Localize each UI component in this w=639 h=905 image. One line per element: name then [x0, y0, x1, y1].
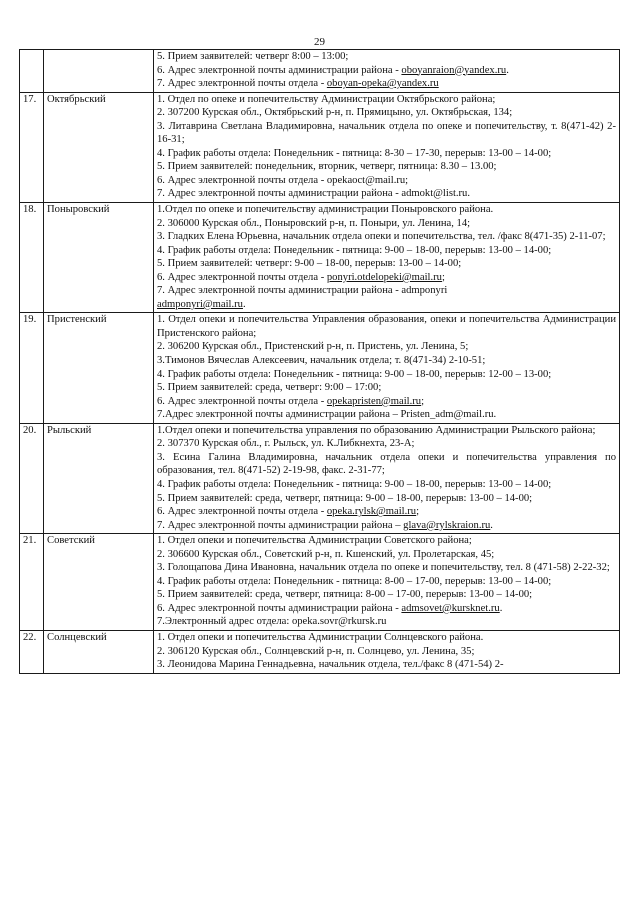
info-line-text: 1. Отдел опеки и попечительства Администрации Советского района; [157, 535, 472, 547]
info-line [157, 284, 616, 298]
table-row [20, 203, 620, 313]
info-line-text: 6. Адрес электронной почты отдела - [157, 271, 327, 283]
info-line [157, 519, 616, 533]
row-number: 18. [20, 203, 44, 313]
info-line [157, 271, 616, 285]
info-line [157, 354, 616, 368]
info-line-text: 5. Прием заявителей: среда, четверг: 9:00 – 17:00; [157, 382, 382, 394]
info-line-suffix: . [242, 298, 246, 310]
info-line [157, 187, 616, 201]
district-name [44, 50, 154, 93]
info-line-text: 3. Литаврина Светлана Владимировна, начальник отдела по опеке и попечительству, т. 8(471-42) 2-16-31; [157, 120, 616, 146]
info-line [157, 381, 616, 395]
info-line [157, 645, 616, 659]
info-line-text: 1. Отдел опеки и попечительства Управления образования, опеки и попечительства Администрации Пристенского района; [157, 314, 616, 339]
district-info [154, 534, 620, 631]
district-name: Пристенский [44, 313, 154, 423]
row-number: 19. [20, 313, 44, 423]
info-line-text: 5. Прием заявителей: четверг 8:00 – 13:00; [157, 51, 349, 62]
info-line [157, 478, 616, 492]
email-link[interactable]: opeka.rylsk@mail.ru [326, 506, 417, 518]
row-number: 20. [20, 423, 44, 533]
table-row [20, 423, 620, 533]
info-line [157, 615, 616, 629]
info-line [157, 492, 616, 506]
page-number: 29 [314, 36, 325, 48]
info-line [157, 505, 616, 519]
district-name: Рыльский [44, 423, 154, 533]
info-line-suffix: ; [416, 506, 420, 518]
info-line-text: 7. Адрес электронной почты администрации района - admponyri [157, 285, 448, 297]
district-info [154, 630, 620, 673]
info-line-text: 3.Тимонов Вячеслав Алексеевич, начальник отдела; т. 8(471-34) 2-10-51; [157, 355, 486, 367]
info-line [157, 298, 616, 312]
info-line-suffix: . [490, 519, 493, 531]
row-number: 22. [20, 630, 44, 673]
info-line-text: 4. График работы отдела: Понедельник - пятница: 8-30 – 17-30, перерыв: 13-00 – 14-00; [157, 147, 552, 159]
info-line-suffix: ; [421, 395, 425, 407]
info-line-text: 6. Адрес электронной почты администрации района - [157, 602, 402, 614]
info-line [157, 217, 616, 231]
info-line-suffix: ; [441, 271, 445, 283]
info-line-text: 5. Прием заявителей: понедельник, вторник, четверг, пятница: 8.30 – 13.00; [157, 161, 497, 173]
email-link[interactable]: admponyri@mail.ru [157, 298, 243, 310]
row-number: 17. [20, 92, 44, 202]
info-line [157, 658, 616, 672]
info-line [157, 424, 616, 438]
info-line [157, 395, 616, 409]
info-line-text: 3. Леонидова Марина Геннадьевна, начальник отдела, тел./факс 8 (471-54) 2- [157, 659, 504, 671]
info-line [157, 174, 616, 188]
info-line-text: 5. Прием заявителей: среда, четверг, пятница: 9-00 – 18-00, перерыв: 13-00 – 14-00; [157, 492, 533, 504]
email-link[interactable]: ponyri.otdelopeki@mail.ru [326, 271, 442, 283]
email-link[interactable]: glava@rylskraion.ru [403, 519, 491, 531]
info-line-text: 2. 306600 Курская обл., Советский р-н, п. Кшенский, ул. Пролетарская, 45; [157, 548, 495, 560]
info-line-text: 7. Адрес электронной почты отдела - [157, 78, 327, 90]
info-line-text: 5. Прием заявителей: среда, четверг, пятница: 8-00 – 17-00, перерыв: 13-00 – 14-00; [157, 589, 533, 601]
table-row [20, 92, 620, 202]
district-info [154, 203, 620, 313]
table-row [20, 50, 620, 93]
info-line [157, 548, 616, 562]
info-line [157, 160, 616, 174]
info-line-text: 3. Голощапова Дина Ивановна, начальник отдела по опеке и попечительству, тел. 8 (471-58) 2-22-32; [157, 562, 610, 574]
districts-table [19, 49, 620, 674]
info-line [157, 77, 616, 91]
email-link[interactable]: oboyanraion@yandex.ru [401, 64, 507, 76]
info-line-text: 5. Прием заявителей: четверг: 9-00 – 18-00, перерыв: 13-00 – 14-00; [157, 258, 462, 270]
districts-table-body [20, 50, 620, 674]
info-line-text: 7. Адрес электронной почты администрации района – [157, 519, 404, 531]
info-line [157, 561, 616, 575]
info-line-text: 2. 307200 Курская обл., Октябрьский р-н, п. Прямицыно, ул. Октябрьская, 134; [157, 107, 513, 119]
info-line-text: 1.Отдел по опеке и попечительству администрации Поныровского района. [157, 204, 494, 216]
info-line-suffix: . [499, 602, 503, 614]
info-line-suffix: . [506, 64, 509, 76]
info-line [157, 588, 616, 602]
info-line [157, 147, 616, 161]
info-line [157, 313, 616, 340]
info-line-text: 2. 307370 Курская обл., г. Рыльск, ул. К.Либкнехта, 23-А; [157, 438, 415, 450]
email-link[interactable]: admsovet@kursknet.ru [401, 602, 500, 614]
info-line-text: 6. Адрес электронной почты отдела - opekaoct@mail.ru; [157, 174, 409, 186]
table-row [20, 534, 620, 631]
info-line [157, 368, 616, 382]
info-line [157, 120, 616, 147]
info-line [157, 602, 616, 616]
info-line [157, 631, 616, 645]
district-info [154, 313, 620, 423]
district-name: Поныровский [44, 203, 154, 313]
table-row [20, 630, 620, 673]
info-line [157, 340, 616, 354]
info-line [157, 408, 616, 422]
info-line-text: 3. Есина Галина Владимировна, начальник отдела опеки и попечительства управления по образования, тел. 8(471-52) 2-19-98, факс. 2-31-77; [157, 451, 616, 477]
info-line-text: 7.Адрес электронной почты администрации района – Pristen_adm@mail.ru. [157, 409, 497, 421]
info-line-text: 3. Гладких Елена Юрьевна, начальник отдела опеки и попечительства, тел. /факс 8(471-35) 2-11-07; [157, 231, 606, 243]
info-line-text: 2. 306000 Курская обл., Поныровский р-н, п. Поныри, ул. Ленина, 14; [157, 217, 471, 229]
info-line-text: 1.Отдел опеки и попечительства управления по образованию Администрации Рыльского района; [157, 424, 596, 436]
info-line [157, 451, 616, 478]
row-number: 21. [20, 534, 44, 631]
info-line-text: 2. 306120 Курская обл., Солнцевский р-н, п. Солнцево, ул. Ленина, 35; [157, 645, 475, 657]
district-info [154, 50, 620, 93]
info-line-text: 7. Адрес электронной почты администрации района - admokt@list.ru. [157, 188, 471, 200]
info-line-text: 2. 306200 Курская обл., Пристенский р-н, п. Пристень, ул. Ленина, 5; [157, 341, 469, 353]
email-link[interactable]: oboyan-opeka@yandex.ru [326, 78, 439, 90]
info-line [157, 257, 616, 271]
info-line-text: 7.Электронный адрес отдела: opeka.sovr@rkursk.ru [157, 616, 387, 628]
email-link[interactable]: opekapristen@mail.ru [326, 395, 422, 407]
info-line [157, 244, 616, 258]
info-line-text: 1. Отдел по опеке и попечительству Администрации Октябрьского района; [157, 93, 496, 105]
info-line [157, 575, 616, 589]
district-info [154, 423, 620, 533]
info-line [157, 534, 616, 548]
info-line [157, 50, 616, 64]
row-number [20, 50, 44, 93]
info-line [157, 64, 616, 78]
info-line [157, 230, 616, 244]
info-line-text: 4. График работы отдела: Понедельник - пятница: 9-00 – 18-00, перерыв: 13-00 – 14-00; [157, 244, 552, 256]
info-line-text: 6. Адрес электронной почты администрации района - [157, 64, 402, 76]
table-row [20, 313, 620, 423]
info-line [157, 93, 616, 107]
info-line-text: 6. Адрес электронной почты отдела - [157, 506, 327, 518]
info-line [157, 437, 616, 451]
info-line-text: 1. Отдел опеки и попечительства Администрации Солнцевского района. [157, 631, 484, 643]
info-line-text: 4. График работы отдела: Понедельник - пятница: 8-00 – 17-00, перерыв: 13-00 – 14-00; [157, 575, 552, 587]
district-name: Октябрьский [44, 92, 154, 202]
district-info [154, 92, 620, 202]
info-line [157, 203, 616, 217]
info-line [157, 106, 616, 120]
district-name: Солнцевский [44, 630, 154, 673]
info-line-text: 4. График работы отдела: Понедельник - пятница: 9-00 – 18-00, перерыв: 13-00 – 14-00; [157, 478, 552, 490]
info-line-text: 4. График работы отдела: Понедельник - пятница: 9-00 – 18-00, перерыв: 12-00 – 13-00; [157, 368, 552, 380]
info-line-text: 6. Адрес электронной почты отдела - [157, 395, 327, 407]
district-name: Советский [44, 534, 154, 631]
